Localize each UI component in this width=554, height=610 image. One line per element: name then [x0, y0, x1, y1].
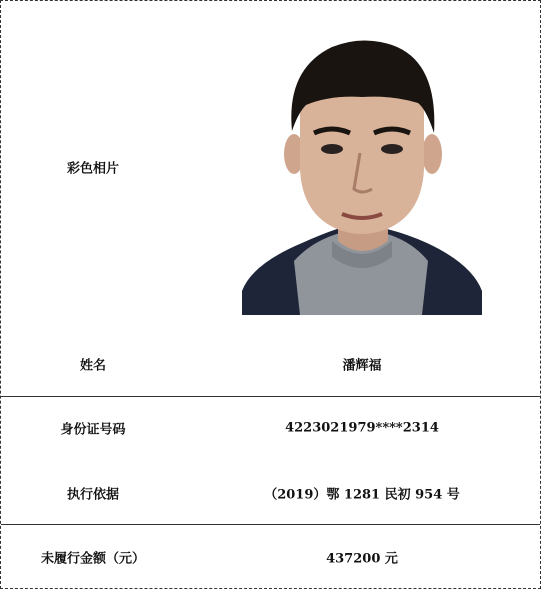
id-number-value: 4223021979****2314	[285, 420, 439, 436]
photo-label: 彩色相片	[66, 161, 120, 177]
portrait-photo	[242, 29, 482, 315]
row-divider	[1, 396, 540, 397]
unpaid-amount-value: 437200 元	[326, 551, 398, 567]
row-divider	[1, 524, 540, 525]
id-number-label: 身份证号码	[60, 422, 126, 438]
unpaid-amount-label: 未履行金额（元）	[40, 551, 146, 567]
name-label: 姓名	[79, 358, 107, 374]
execution-basis-label: 执行依据	[66, 487, 120, 503]
name-value: 潘辉福	[342, 358, 382, 374]
execution-basis-value: （2019）鄂 1281 民初 954 号	[264, 487, 460, 503]
portrait-image	[242, 29, 482, 315]
